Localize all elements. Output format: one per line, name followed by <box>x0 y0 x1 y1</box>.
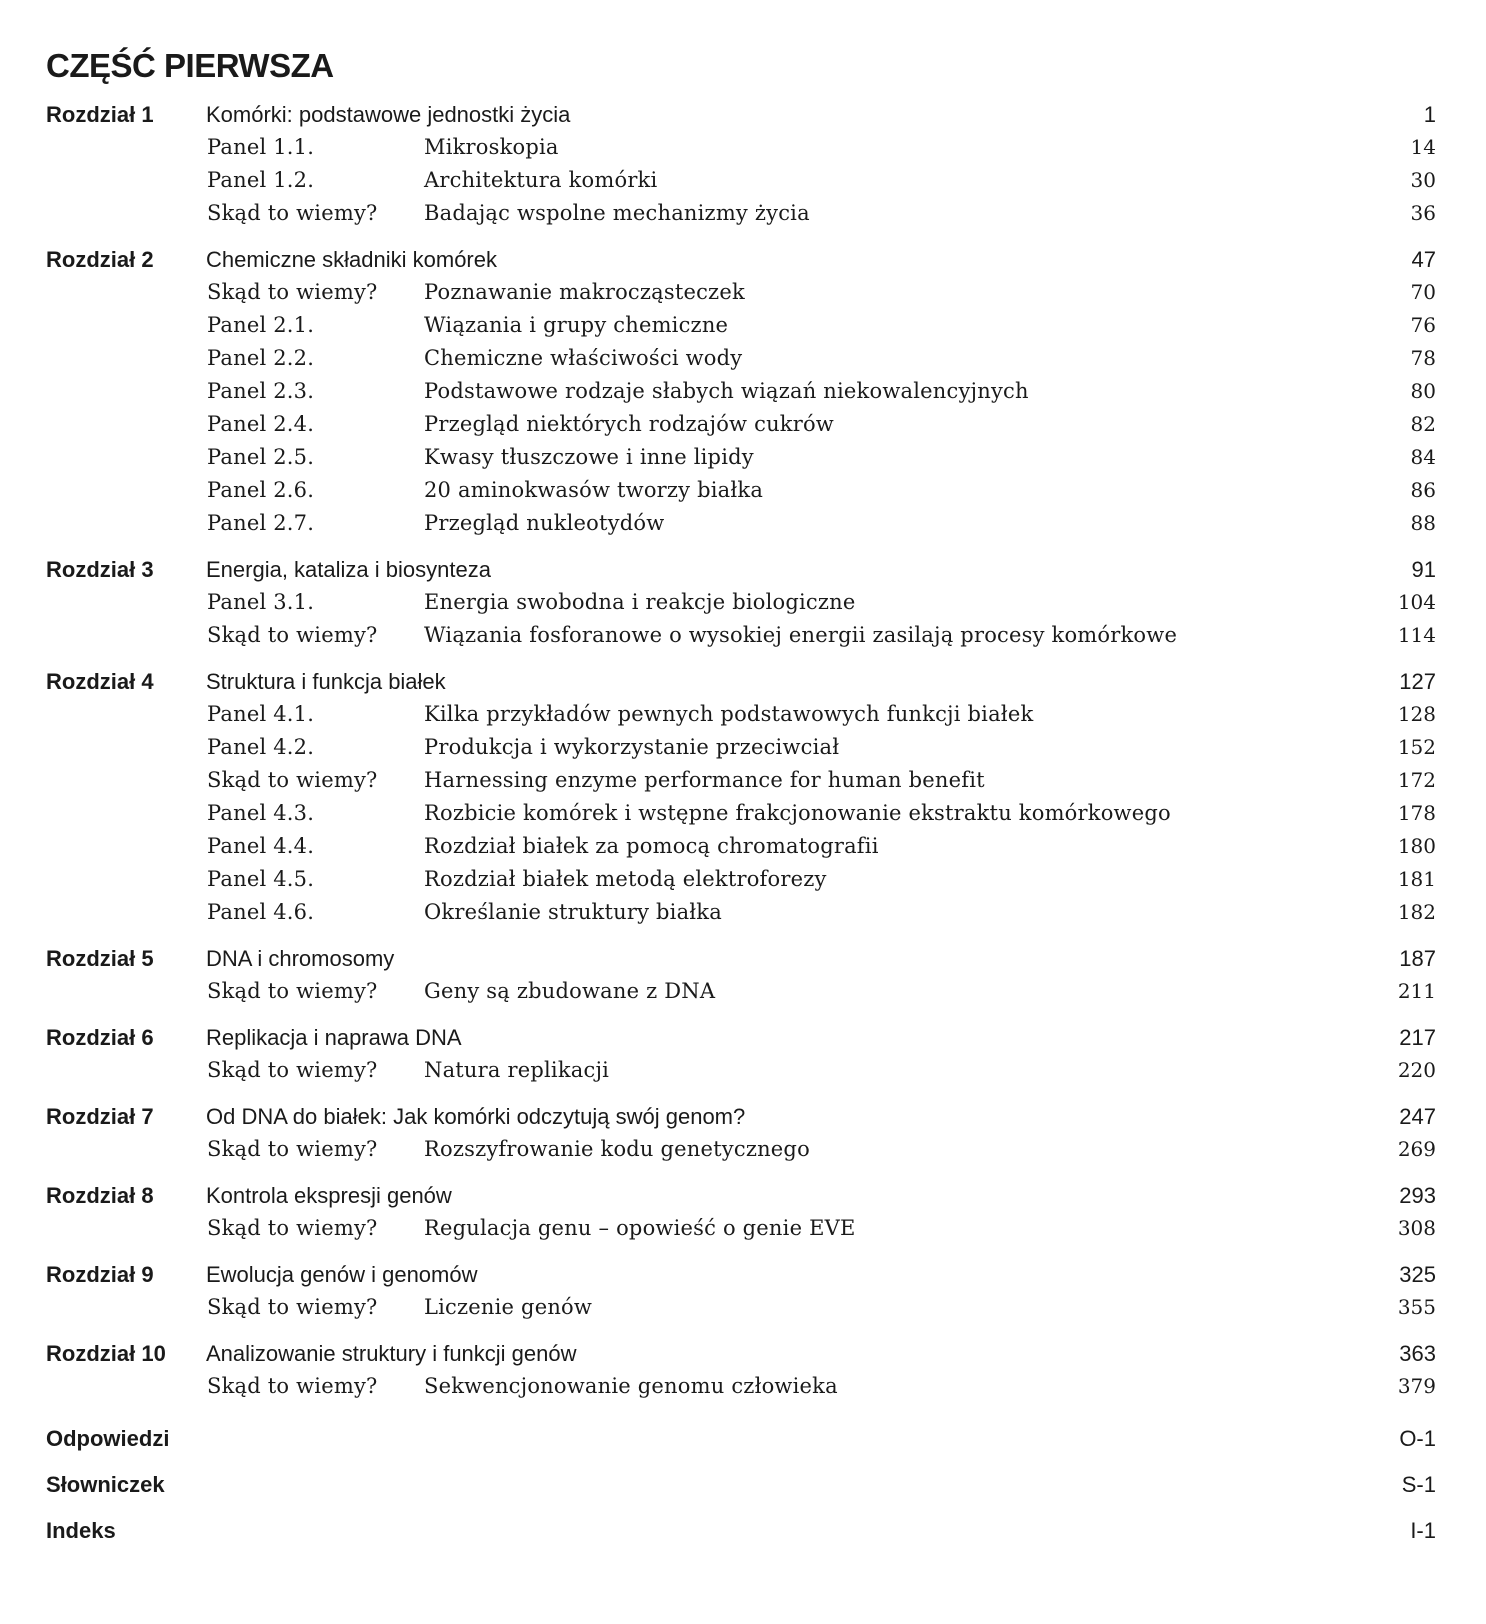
toc-entry-row[interactable] <box>46 1291 1436 1324</box>
entry-label: Panel 2.3. <box>207 379 315 403</box>
entry-title: Harnessing enzyme performance for human benefit <box>424 768 985 792</box>
toc-entry-row[interactable] <box>46 1212 1436 1245</box>
chapter-page-number: 1 <box>1423 102 1436 127</box>
entry-page-number: 355 <box>1397 1295 1436 1319</box>
chapter-title: Replikacja i naprawa DNA <box>206 1025 462 1050</box>
chapter-row[interactable] <box>46 1021 1436 1054</box>
entry-label: Panel 4.1. <box>207 702 315 726</box>
entry-page-number: 78 <box>1410 346 1436 370</box>
entry-label: Skąd to wiemy? <box>207 1374 378 1398</box>
entry-page-number: 128 <box>1397 702 1436 726</box>
chapter-row[interactable] <box>46 1258 1436 1291</box>
chapter-page-number: 127 <box>1399 669 1436 694</box>
entry-title: Przegląd nukleotydów <box>424 511 665 535</box>
chapter-label: Rozdział 8 <box>46 1183 154 1208</box>
entry-title: Energia swobodna i reakcje biologiczne <box>424 590 856 614</box>
chapter-block <box>46 1100 1436 1166</box>
chapter-label: Rozdział 7 <box>46 1104 154 1129</box>
chapter-title: Energia, kataliza i biosynteza <box>206 557 491 582</box>
entry-page-number: 84 <box>1410 445 1436 469</box>
entry-title: Kilka przykładów pewnych podstawowych funkcji białek <box>424 702 1034 726</box>
toc-entry-row[interactable] <box>46 698 1436 731</box>
chapter-title: DNA i chromosomy <box>206 946 395 971</box>
back-matter-page: O-1 <box>1399 1426 1436 1451</box>
entry-title: Rozdział białek metodą elektroforezy <box>424 867 827 891</box>
part-title: CZĘŚĆ PIERWSZA <box>46 47 334 84</box>
toc-entry-row[interactable] <box>46 131 1436 164</box>
entry-page-number: 14 <box>1410 135 1436 159</box>
entry-label: Skąd to wiemy? <box>207 623 378 647</box>
entry-label: Skąd to wiemy? <box>207 1295 378 1319</box>
back-matter-page: S-1 <box>1401 1472 1436 1497</box>
entry-label: Skąd to wiemy? <box>207 201 378 225</box>
chapter-row[interactable] <box>46 553 1436 586</box>
toc-entry-row[interactable] <box>46 586 1436 619</box>
entry-label: Panel 2.6. <box>207 478 315 502</box>
chapter-title: Chemiczne składniki komórek <box>206 247 497 272</box>
chapter-block <box>46 553 1436 652</box>
entry-title: Regulacja genu – opowieść o genie EVE <box>424 1216 856 1240</box>
chapter-title: Od DNA do białek: Jak komórki odczytują swój genom? <box>206 1104 746 1129</box>
toc-entry-row[interactable] <box>46 797 1436 830</box>
chapter-page-number: 217 <box>1399 1025 1436 1050</box>
back-matter-label: Odpowiedzi <box>46 1426 170 1451</box>
chapter-page-number: 325 <box>1399 1262 1436 1287</box>
entry-page-number: 379 <box>1397 1374 1436 1398</box>
chapter-block <box>46 1021 1436 1087</box>
entry-page-number: 308 <box>1397 1216 1436 1240</box>
entry-page-number: 86 <box>1410 478 1436 502</box>
entry-page-number: 104 <box>1397 590 1436 614</box>
entry-label: Panel 1.2. <box>207 168 315 192</box>
entry-page-number: 181 <box>1397 867 1436 891</box>
entry-page-number: 70 <box>1410 280 1436 304</box>
entry-label: Panel 1.1. <box>207 135 315 159</box>
entry-page-number: 182 <box>1397 900 1436 924</box>
entry-label: Skąd to wiemy? <box>207 768 378 792</box>
entry-page-number: 82 <box>1410 412 1436 436</box>
table-of-contents <box>46 44 1436 1554</box>
entry-title: Wiązania fosforanowe o wysokiej energii zasilają procesy komórkowe <box>424 623 1178 647</box>
entry-title: Określanie struktury białka <box>424 900 722 924</box>
toc-entry-row[interactable] <box>46 197 1436 230</box>
entry-title: Podstawowe rodzaje słabych wiązań niekowalencyjnych <box>424 379 1029 403</box>
chapter-label: Rozdział 3 <box>46 557 154 582</box>
chapter-label: Rozdział 1 <box>46 102 154 127</box>
back-matter-row[interactable] <box>46 1508 1436 1554</box>
entry-label: Skąd to wiemy? <box>207 1137 378 1161</box>
toc-entry-row[interactable] <box>46 276 1436 309</box>
chapter-list <box>46 98 1436 1403</box>
toc-entry-row[interactable] <box>46 342 1436 375</box>
entry-title: Kwasy tłuszczowe i inne lipidy <box>424 445 754 469</box>
entry-page-number: 211 <box>1397 979 1436 1003</box>
chapter-page-number: 47 <box>1411 247 1436 272</box>
toc-entry-row[interactable] <box>46 408 1436 441</box>
entry-title: Natura replikacji <box>424 1058 610 1082</box>
chapter-title: Ewolucja genów i genomów <box>206 1262 478 1287</box>
entry-page-number: 269 <box>1397 1137 1436 1161</box>
chapter-label: Rozdział 9 <box>46 1262 154 1287</box>
entry-page-number: 152 <box>1397 735 1436 759</box>
chapter-block <box>46 98 1436 230</box>
toc-entry-row[interactable] <box>46 375 1436 408</box>
chapter-label: Rozdział 10 <box>46 1341 166 1366</box>
toc-entry-row[interactable] <box>46 896 1436 929</box>
chapter-block <box>46 1258 1436 1324</box>
entry-title: Poznawanie makrocząsteczek <box>424 280 745 304</box>
entry-title: Chemiczne właściwości wody <box>424 346 743 370</box>
entry-label: Panel 4.4. <box>207 834 315 858</box>
entry-label: Panel 2.4. <box>207 412 315 436</box>
toc-entry-row[interactable] <box>46 830 1436 863</box>
entry-page-number: 114 <box>1397 623 1436 647</box>
entry-label: Skąd to wiemy? <box>207 1058 378 1082</box>
entry-label: Panel 4.5. <box>207 867 315 891</box>
entry-title: Mikroskopia <box>424 135 559 159</box>
entry-title: Produkcja i wykorzystanie przeciwciał <box>424 735 840 759</box>
back-matter-label: Indeks <box>46 1518 116 1543</box>
chapter-row[interactable] <box>46 665 1436 698</box>
toc-entry-row[interactable] <box>46 863 1436 896</box>
chapter-page-number: 247 <box>1399 1104 1436 1129</box>
back-matter-page: I-1 <box>1410 1518 1436 1543</box>
entry-page-number: 172 <box>1397 768 1436 792</box>
chapter-block <box>46 665 1436 929</box>
toc-entry-row[interactable] <box>46 164 1436 197</box>
toc-entry-row[interactable] <box>46 731 1436 764</box>
entry-label: Skąd to wiemy? <box>207 979 378 1003</box>
chapter-title: Komórki: podstawowe jednostki życia <box>206 102 571 127</box>
entry-label: Panel 2.5. <box>207 445 315 469</box>
entry-title: Rozbicie komórek i wstępne frakcjonowanie ekstraktu komórkowego <box>424 801 1171 825</box>
chapter-row[interactable] <box>46 1337 1436 1370</box>
chapter-title: Struktura i funkcja białek <box>206 669 446 694</box>
chapter-block <box>46 942 1436 1008</box>
chapter-page-number: 363 <box>1399 1341 1436 1366</box>
back-matter-label: Słowniczek <box>46 1472 165 1497</box>
entry-title: Przegląd niektórych rodzajów cukrów <box>424 412 834 436</box>
toc-entry-row[interactable] <box>46 1370 1436 1403</box>
entry-title: 20 aminokwasów tworzy białka <box>424 478 764 502</box>
back-matter-row[interactable] <box>46 1416 1436 1462</box>
entry-title: Wiązania i grupy chemiczne <box>424 313 729 337</box>
toc-entry-row[interactable] <box>46 309 1436 342</box>
chapter-page-number: 293 <box>1399 1183 1436 1208</box>
entry-page-number: 36 <box>1410 201 1436 225</box>
entry-title: Rozszyfrowanie kodu genetycznego <box>424 1137 810 1161</box>
toc-entry-row[interactable] <box>46 764 1436 797</box>
chapter-block <box>46 1337 1436 1403</box>
chapter-label: Rozdział 2 <box>46 247 154 272</box>
chapter-label: Rozdział 5 <box>46 946 154 971</box>
chapter-row[interactable] <box>46 98 1436 131</box>
toc-entry-row[interactable] <box>46 619 1436 652</box>
toc-entry-row[interactable] <box>46 474 1436 507</box>
chapter-label: Rozdział 6 <box>46 1025 154 1050</box>
chapter-row[interactable] <box>46 243 1436 276</box>
back-matter-row[interactable] <box>46 1462 1436 1508</box>
chapter-row[interactable] <box>46 1179 1436 1212</box>
entry-label: Skąd to wiemy? <box>207 1216 378 1240</box>
toc-entry-row[interactable] <box>46 507 1436 540</box>
toc-entry-row[interactable] <box>46 1054 1436 1087</box>
entry-label: Panel 4.3. <box>207 801 315 825</box>
entry-title: Liczenie genów <box>424 1295 593 1319</box>
chapter-block <box>46 243 1436 540</box>
chapter-row[interactable] <box>46 1100 1436 1133</box>
entry-page-number: 180 <box>1397 834 1436 858</box>
entry-title: Sekwencjonowanie genomu człowieka <box>424 1374 838 1398</box>
chapter-label: Rozdział 4 <box>46 669 154 694</box>
entry-page-number: 88 <box>1410 511 1436 535</box>
entry-page-number: 76 <box>1410 313 1436 337</box>
entry-title: Geny są zbudowane z DNA <box>424 979 716 1003</box>
entry-page-number: 178 <box>1397 801 1436 825</box>
back-matter-list <box>46 1416 1436 1554</box>
chapter-page-number: 187 <box>1399 946 1436 971</box>
entry-page-number: 30 <box>1410 168 1436 192</box>
entry-page-number: 80 <box>1410 379 1436 403</box>
toc-entry-row[interactable] <box>46 441 1436 474</box>
toc-entry-row[interactable] <box>46 1133 1436 1166</box>
chapter-page-number: 91 <box>1411 557 1436 582</box>
entry-label: Panel 4.6. <box>207 900 315 924</box>
entry-label: Panel 3.1. <box>207 590 315 614</box>
entry-title: Rozdział białek za pomocą chromatografii <box>424 834 879 858</box>
chapter-title: Analizowanie struktury i funkcji genów <box>206 1341 577 1366</box>
chapter-row[interactable] <box>46 942 1436 975</box>
entry-label: Panel 2.1. <box>207 313 315 337</box>
entry-label: Panel 2.2. <box>207 346 315 370</box>
entry-page-number: 220 <box>1397 1058 1436 1082</box>
entry-label: Panel 4.2. <box>207 735 315 759</box>
entry-label: Panel 2.7. <box>207 511 315 535</box>
entry-title: Architektura komórki <box>424 168 658 192</box>
toc-entry-row[interactable] <box>46 975 1436 1008</box>
entry-label: Skąd to wiemy? <box>207 280 378 304</box>
entry-title: Badając wspolne mechanizmy życia <box>424 201 810 225</box>
chapter-block <box>46 1179 1436 1245</box>
chapter-title: Kontrola ekspresji genów <box>206 1183 452 1208</box>
